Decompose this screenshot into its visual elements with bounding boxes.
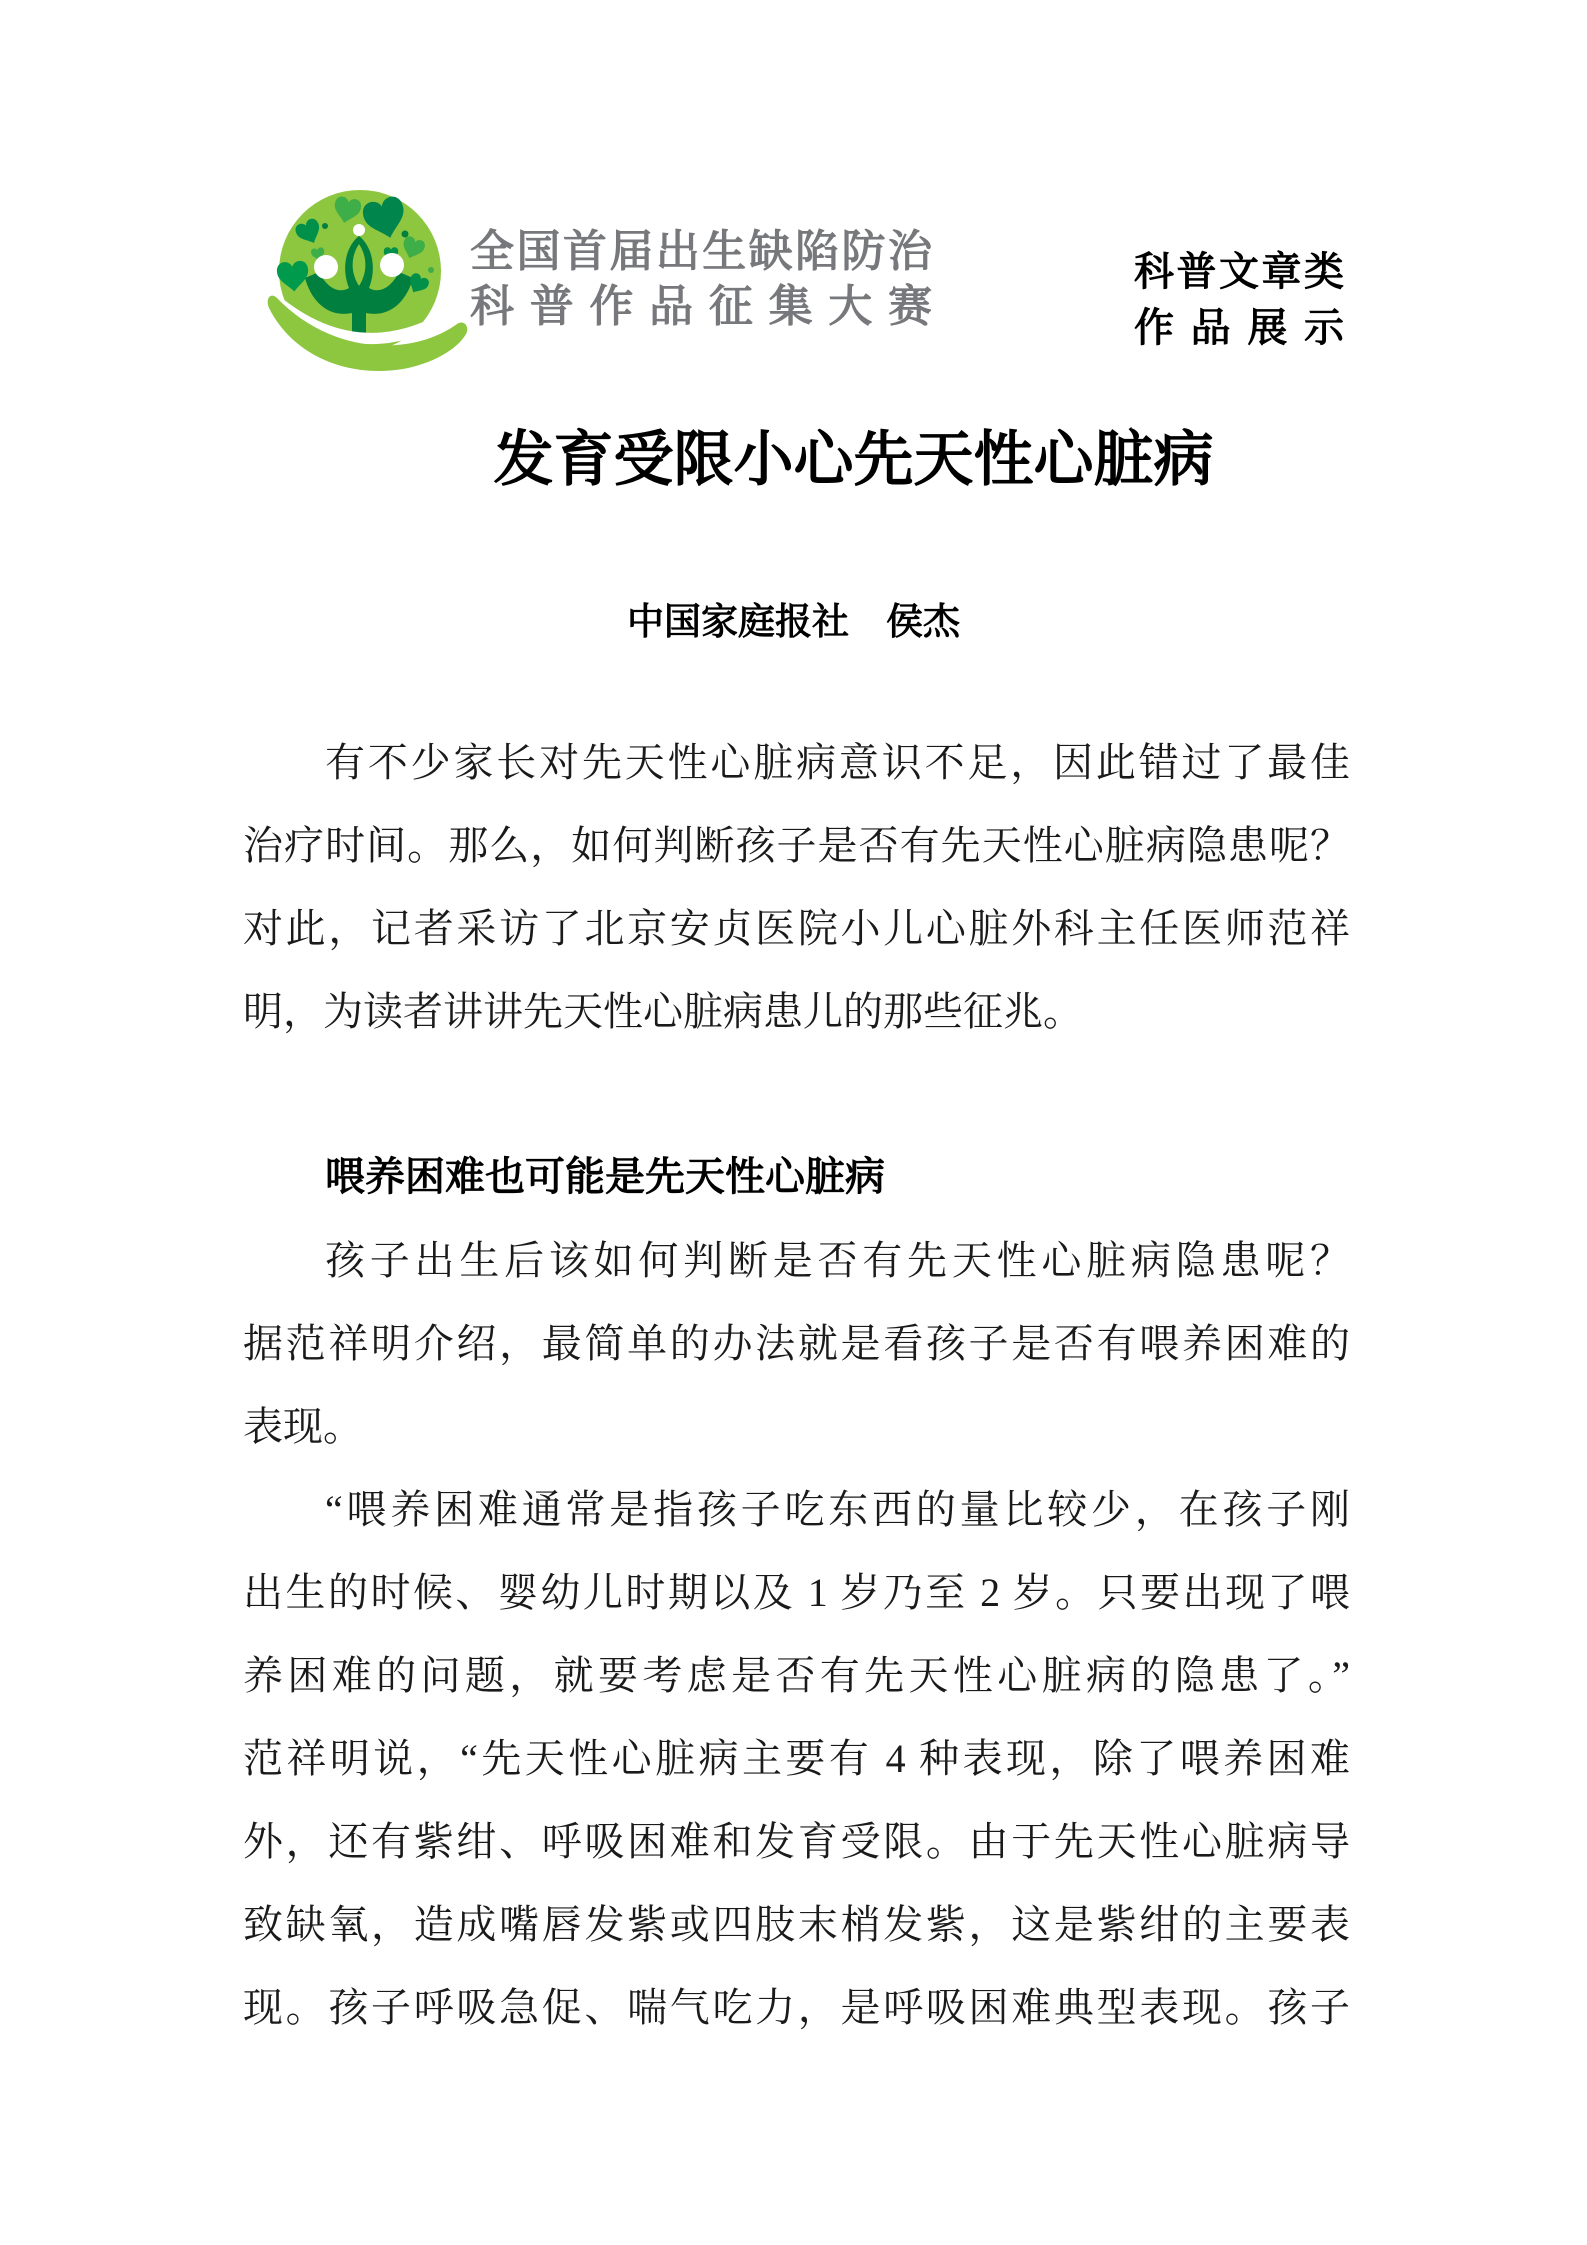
contest-name [470, 224, 932, 334]
category-line1: 科普文章类 [1134, 249, 1344, 294]
body-line: 外，还有紫绀、呼吸困难和发育受限。由于先天性心脏病导 [243, 1819, 1350, 1864]
body-line: 表现。 [243, 1404, 363, 1449]
article-body [243, 721, 1350, 2049]
body-line: 有不少家长对先天性心脏病意识不足，因此错过了最佳 [325, 740, 1350, 785]
body-line: 现。孩子呼吸急促、喘气吃力，是呼吸困难典型表现。孩子 [243, 1985, 1350, 2030]
body-line: “喂养困难通常是指孩子吃东西的量比较少，在孩子刚 [325, 1487, 1350, 1532]
contest-name-line1: 全国首届出生缺陷防治 [470, 227, 932, 276]
body-line: 范祥明说，“先天性心脏病主要有 4 种表现，除了喂养困难 [243, 1736, 1350, 1781]
body-line: 养困难的问题，就要考虑是否有先天性心脏病的隐患了。” [243, 1653, 1350, 1698]
body-line: 孩子出生后该如何判断是否有先天性心脏病隐患呢？ [325, 1238, 1350, 1283]
body-line: 出生的时候、婴幼儿时期以及 1 岁乃至 2 岁。只要出现了喂 [243, 1570, 1350, 1615]
body-line: 明，为读者讲讲先天性心脏病患儿的那些征兆。 [243, 989, 1083, 1034]
body-line: 致缺氧，造成嘴唇发紫或四肢末梢发紫，这是紫绀的主要表 [243, 1902, 1350, 1947]
body-line: 据范祥明介绍，最简单的办法就是看孩子是否有喂养困难的 [243, 1321, 1350, 1366]
article-byline: 中国家庭报社 侯杰 [627, 602, 960, 643]
contest-name-line2: 科普作品征集大赛 [470, 282, 932, 331]
body-line: 对此，记者采访了北京安贞医院小儿心脏外科主任医师范祥 [243, 906, 1350, 951]
body-line: 治疗时间。那么，如何判断孩子是否有先天性心脏病隐患呢？ [243, 823, 1350, 868]
category-label [1134, 244, 1344, 356]
article-title: 发育受限小心先天性心脏病 [493, 427, 1214, 493]
category-line2: 作品展示 [1134, 305, 1344, 350]
section-heading: 喂养困难也可能是先天性心脏病 [325, 1155, 885, 1199]
blank-line [243, 1053, 1350, 1136]
contest-logo [263, 188, 473, 373]
